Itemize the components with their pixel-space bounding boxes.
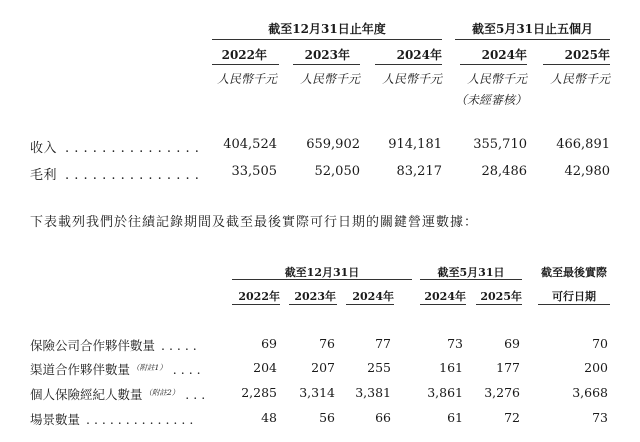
table-cell: 659,902 [306, 137, 360, 152]
group-header-dec31: 截至12月31日 [284, 266, 360, 279]
table-cell: 3,668 [572, 385, 608, 400]
table-cell: 3,381 [355, 385, 391, 400]
group-header-may31: 截至5月31日 [437, 266, 505, 279]
table-cell: 73 [447, 336, 463, 351]
table-cell: 83,217 [396, 164, 442, 179]
group-rule [455, 39, 610, 40]
table-cell: 28,486 [481, 164, 527, 179]
column-rule [543, 64, 610, 65]
table-cell: 33,505 [231, 164, 277, 179]
intro-sentence: 下表載列我們於往績記錄期間及截至最後實際可行日期的關鍵營運數據： [30, 215, 479, 230]
table-cell: 56 [319, 410, 335, 425]
table-cell: 204 [253, 360, 277, 375]
table-cell: 76 [319, 336, 335, 351]
row-label-gross-profit: 毛利 . . . . . . . . . . . . . . . [30, 168, 200, 183]
leader-dots: . . . . [172, 362, 201, 377]
group-rule [212, 39, 442, 40]
row-label-revenue: 收入 . . . . . . . . . . . . . . . [30, 141, 200, 156]
table-cell: 48 [261, 410, 277, 425]
table-cell: 72 [504, 410, 520, 425]
table-cell: 200 [584, 360, 608, 375]
table-cell: 404,524 [223, 137, 277, 152]
unit-label: 人民幣千元 [466, 72, 527, 86]
year-header: 2024年 [424, 290, 466, 303]
leader-dots: . . . . . [161, 338, 197, 353]
unit-label: 人民幣千元 [549, 72, 610, 86]
table-cell: 466,891 [556, 137, 610, 152]
column-rule [538, 304, 610, 305]
column-rule [460, 64, 527, 65]
column-rule [293, 64, 360, 65]
table-cell: 69 [261, 336, 277, 351]
table-cell: 61 [447, 410, 463, 425]
group-header-five-months: 截至5月31日止五個月 [471, 22, 594, 36]
unaudited-label: （未經審核） [454, 93, 527, 107]
footnote-ref: （附註1） [132, 363, 167, 372]
year-header: 2025年 [480, 290, 522, 303]
table-cell: 3,314 [299, 385, 335, 400]
leader-dots: . . . . . . . . . . . . . . . [65, 141, 200, 156]
table-cell: 42,980 [564, 164, 610, 179]
year-header: 2023年 [294, 290, 336, 303]
column-rule [346, 304, 394, 305]
leader-dots: . . . . . . . . . . . . . . . [65, 168, 200, 183]
table-cell: 161 [439, 360, 463, 375]
table-cell: 70 [592, 336, 608, 351]
column-rule [420, 304, 466, 305]
column-rule [375, 64, 442, 65]
group-rule [232, 279, 412, 280]
table-cell: 69 [504, 336, 520, 351]
group-rule [420, 279, 522, 280]
unit-label: 人民幣千元 [299, 72, 360, 86]
leader-dots: . . . . . . . . . . . . . . [86, 412, 194, 427]
column-rule [476, 304, 522, 305]
table-cell: 177 [496, 360, 520, 375]
latest-date-header: 截至最後實際 [541, 266, 607, 279]
leader-dots: . . . [185, 387, 206, 402]
footnote-ref: （附註2） [144, 388, 180, 397]
table-cell: 914,181 [388, 137, 442, 152]
latest-date-header-line2: 可行日期 [552, 290, 596, 303]
column-rule [289, 304, 337, 305]
year-header: 2024年 [352, 290, 394, 303]
table-cell: 3,276 [484, 385, 520, 400]
table-cell: 66 [375, 410, 391, 425]
row-label-individual-brokers: 個人保險經紀人數量 $^{(附註2)}$ . . . [30, 387, 206, 402]
row-label-insurer-partners: 保險公司合作夥伴數量 . . . . . [30, 338, 197, 353]
table-cell: 255 [367, 360, 391, 375]
table-cell: 73 [592, 410, 608, 425]
table-cell: 207 [311, 360, 335, 375]
year-header: 2024年 [396, 48, 442, 62]
year-header: 2024年 [481, 48, 527, 62]
table-cell: 355,710 [473, 137, 527, 152]
row-label-channel-partners: 渠道合作夥伴數量 $^{(附註1)}$ . . . . [30, 362, 201, 377]
year-header: 2025年 [564, 48, 610, 62]
column-rule [212, 64, 279, 65]
column-rule [232, 304, 280, 305]
table-cell: 77 [375, 336, 391, 351]
table-cell: 52,050 [314, 164, 360, 179]
unit-label: 人民幣千元 [381, 72, 442, 86]
year-header: 2023年 [304, 48, 350, 62]
year-header: 2022年 [221, 48, 267, 62]
table-cell: 3,861 [427, 385, 463, 400]
group-header-year-ended: 截至12月31日止年度 [268, 22, 386, 36]
unit-label: 人民幣千元 [216, 72, 277, 86]
table-cell: 2,285 [241, 385, 277, 400]
row-label-scenarios: 場景數量 . . . . . . . . . . . . . . [30, 412, 194, 427]
year-header: 2022年 [238, 290, 280, 303]
